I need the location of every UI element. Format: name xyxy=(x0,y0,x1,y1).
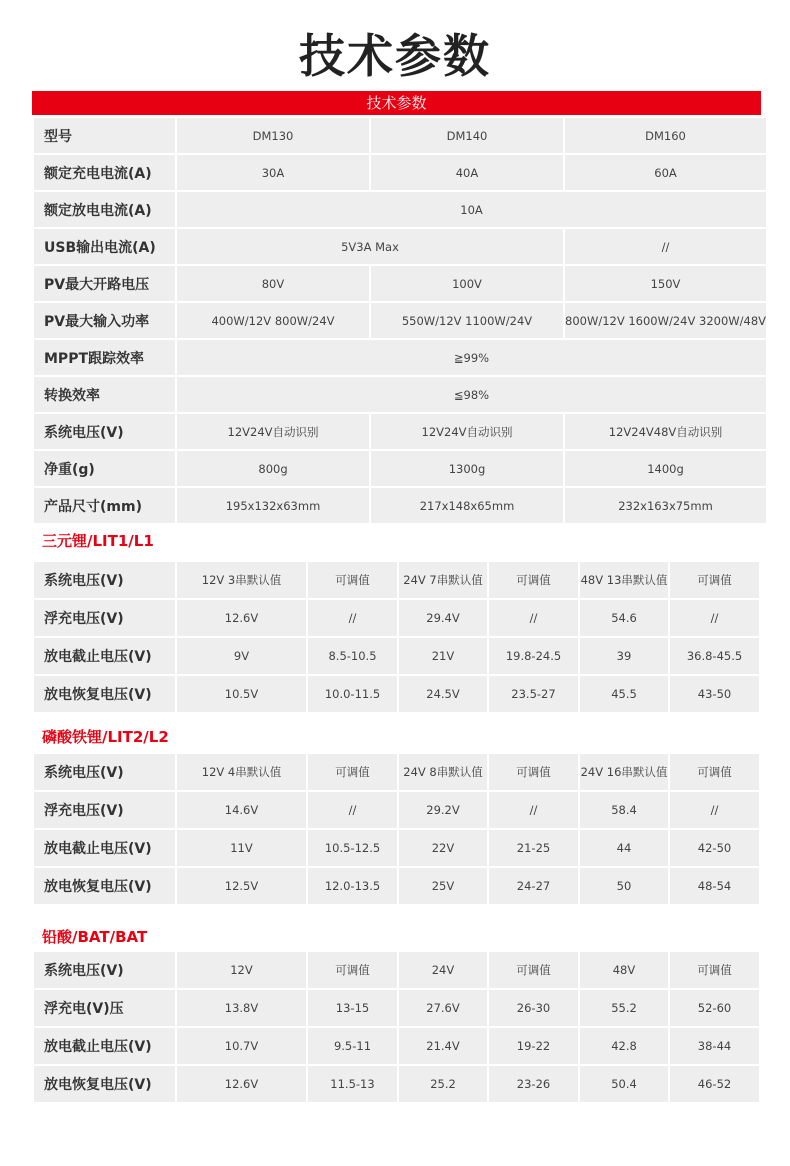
table-cell: 12V24V自动识别 xyxy=(177,414,369,449)
table-cell: 12.5V xyxy=(177,868,306,904)
table-cell: 1400g xyxy=(565,451,766,486)
table-cell: 21.4V xyxy=(399,1028,487,1064)
table-row xyxy=(34,1028,759,1064)
table-cell: ≧99% xyxy=(177,340,766,375)
table-cell: 12V xyxy=(177,952,306,988)
row-label: 浮充电(V)压 xyxy=(34,990,175,1026)
row-label: 放电截止电压(V) xyxy=(34,830,175,866)
table-row xyxy=(34,192,766,227)
table-cell: 24V 8串默认值 xyxy=(399,754,487,790)
table-cell: 27.6V xyxy=(399,990,487,1026)
row-label: USB输出电流(A) xyxy=(34,229,175,264)
table-cell: 8.5-10.5 xyxy=(308,638,397,674)
table-cell: 30A xyxy=(177,155,369,190)
table-cell: 150V xyxy=(565,266,766,301)
table-row xyxy=(34,303,766,338)
table-row xyxy=(34,229,766,264)
table-row xyxy=(34,1066,759,1102)
table-cell: 36.8-45.5 xyxy=(670,638,759,674)
table-cell: 13-15 xyxy=(308,990,397,1026)
row-label: 系统电压(V) xyxy=(34,562,175,598)
section-title-ternary-lithium: 三元锂/LIT1/L1 xyxy=(42,532,154,550)
table-cell: 24-27 xyxy=(489,868,578,904)
table-cell: 可调值 xyxy=(308,754,397,790)
table-cell: 195x132x63mm xyxy=(177,488,369,523)
table-cell: 可调值 xyxy=(308,562,397,598)
row-label: 转换效率 xyxy=(34,377,175,412)
table-cell: 10.5-12.5 xyxy=(308,830,397,866)
table-cell: 400W/12V 800W/24V xyxy=(177,303,369,338)
row-label: 放电截止电压(V) xyxy=(34,1028,175,1064)
table-row xyxy=(34,676,759,712)
table-cell: 232x163x75mm xyxy=(565,488,766,523)
row-label: 系统电压(V) xyxy=(34,414,175,449)
table-cell: 40A xyxy=(371,155,563,190)
table-cell: 14.6V xyxy=(177,792,306,828)
row-label: 额定放电电流(A) xyxy=(34,192,175,227)
table-row xyxy=(34,830,759,866)
table-cell: DM140 xyxy=(371,118,563,153)
table-cell: 217x148x65mm xyxy=(371,488,563,523)
spec-table xyxy=(32,116,768,525)
table-cell: 50.4 xyxy=(580,1066,668,1102)
row-label: 放电截止电压(V) xyxy=(34,638,175,674)
table-cell: 48-54 xyxy=(670,868,759,904)
table-row xyxy=(34,118,766,153)
table-row xyxy=(34,266,766,301)
row-label: 浮充电压(V) xyxy=(34,600,175,636)
table-row xyxy=(34,638,759,674)
table-row xyxy=(34,488,766,523)
table-cell: 60A xyxy=(565,155,766,190)
table-cell: 48V 13串默认值 xyxy=(580,562,668,598)
table-cell: 24V 16串默认值 xyxy=(580,754,668,790)
table-cell: 23.5-27 xyxy=(489,676,578,712)
table-cell: 1300g xyxy=(371,451,563,486)
table-cell: 29.2V xyxy=(399,792,487,828)
table-cell: 22V xyxy=(399,830,487,866)
table-cell: DM160 xyxy=(565,118,766,153)
table-cell: 29.4V xyxy=(399,600,487,636)
table-row xyxy=(34,377,766,412)
row-label: 放电恢复电压(V) xyxy=(34,868,175,904)
table-cell: ≦98% xyxy=(177,377,766,412)
table-cell: 19-22 xyxy=(489,1028,578,1064)
ternary-lithium-table xyxy=(32,560,761,714)
table-cell: // xyxy=(565,229,766,264)
table-cell: 10.7V xyxy=(177,1028,306,1064)
table-cell: 可调值 xyxy=(489,754,578,790)
table-cell: 26-30 xyxy=(489,990,578,1026)
table-cell: // xyxy=(308,600,397,636)
row-label: 型号 xyxy=(34,118,175,153)
table-cell: 12.6V xyxy=(177,600,306,636)
table-cell: // xyxy=(489,600,578,636)
table-cell: 9.5-11 xyxy=(308,1028,397,1064)
table-cell: 21V xyxy=(399,638,487,674)
table-cell: 24.5V xyxy=(399,676,487,712)
table-cell: 10.0-11.5 xyxy=(308,676,397,712)
table-cell: 52-60 xyxy=(670,990,759,1026)
section-title-lifepo4: 磷酸铁锂/LIT2/L2 xyxy=(42,728,169,746)
table-cell: 19.8-24.5 xyxy=(489,638,578,674)
row-label: 额定充电电流(A) xyxy=(34,155,175,190)
table-cell: 42.8 xyxy=(580,1028,668,1064)
table-cell: // xyxy=(670,792,759,828)
table-cell: 可调值 xyxy=(670,952,759,988)
row-label: 系统电压(V) xyxy=(34,952,175,988)
table-cell: 13.8V xyxy=(177,990,306,1026)
row-label: MPPT跟踪效率 xyxy=(34,340,175,375)
lead-acid-table xyxy=(32,950,761,1104)
table-cell: // xyxy=(670,600,759,636)
table-cell: DM130 xyxy=(177,118,369,153)
table-cell: 43-50 xyxy=(670,676,759,712)
table-cell: 12V 4串默认值 xyxy=(177,754,306,790)
table-row xyxy=(34,600,759,636)
table-cell: 25V xyxy=(399,868,487,904)
table-cell: 12.6V xyxy=(177,1066,306,1102)
table-cell: 可调值 xyxy=(308,952,397,988)
table-cell: 100V xyxy=(371,266,563,301)
table-row xyxy=(34,792,759,828)
table-cell: 58.4 xyxy=(580,792,668,828)
table-cell: 54.6 xyxy=(580,600,668,636)
lifepo4-table xyxy=(32,752,761,906)
table-cell: 45.5 xyxy=(580,676,668,712)
table-cell: 11V xyxy=(177,830,306,866)
table-cell: 可调值 xyxy=(489,952,578,988)
spec-banner: 技术参数 xyxy=(32,91,761,115)
table-row xyxy=(34,990,759,1026)
row-label: 净重(g) xyxy=(34,451,175,486)
table-cell: 80V xyxy=(177,266,369,301)
table-row xyxy=(34,414,766,449)
table-cell: 48V xyxy=(580,952,668,988)
table-cell: 44 xyxy=(580,830,668,866)
table-row xyxy=(34,754,759,790)
table-cell: 12V24V48V自动识别 xyxy=(565,414,766,449)
table-cell: 12V 3串默认值 xyxy=(177,562,306,598)
table-cell: 9V xyxy=(177,638,306,674)
table-row xyxy=(34,340,766,375)
table-cell: 800g xyxy=(177,451,369,486)
row-label: 系统电压(V) xyxy=(34,754,175,790)
table-cell: 39 xyxy=(580,638,668,674)
table-cell: 46-52 xyxy=(670,1066,759,1102)
table-cell: 23-26 xyxy=(489,1066,578,1102)
table-cell: 42-50 xyxy=(670,830,759,866)
table-row xyxy=(34,155,766,190)
table-cell: 21-25 xyxy=(489,830,578,866)
table-cell: 10.5V xyxy=(177,676,306,712)
table-cell: 25.2 xyxy=(399,1066,487,1102)
table-cell: 可调值 xyxy=(670,754,759,790)
table-cell: // xyxy=(489,792,578,828)
table-cell: 可调值 xyxy=(670,562,759,598)
table-cell: 12.0-13.5 xyxy=(308,868,397,904)
page-title: 技术参数 xyxy=(299,29,491,83)
table-cell: 5V3A Max xyxy=(177,229,563,264)
row-label: 产品尺寸(mm) xyxy=(34,488,175,523)
table-row xyxy=(34,868,759,904)
table-cell: 50 xyxy=(580,868,668,904)
table-cell: 550W/12V 1100W/24V xyxy=(371,303,563,338)
table-cell: 24V xyxy=(399,952,487,988)
row-label: 浮充电压(V) xyxy=(34,792,175,828)
table-cell: 10A xyxy=(177,192,766,227)
table-cell: 55.2 xyxy=(580,990,668,1026)
table-row xyxy=(34,562,759,598)
row-label: PV最大开路电压 xyxy=(34,266,175,301)
table-row xyxy=(34,451,766,486)
section-title-lead-acid: 铅酸/BAT/BAT xyxy=(42,928,148,946)
table-cell: 800W/12V 1600W/24V 3200W/48V xyxy=(565,303,766,338)
row-label: PV最大输入功率 xyxy=(34,303,175,338)
row-label: 放电恢复电压(V) xyxy=(34,676,175,712)
table-cell: 可调值 xyxy=(489,562,578,598)
table-cell: 12V24V自动识别 xyxy=(371,414,563,449)
table-cell: // xyxy=(308,792,397,828)
table-cell: 11.5-13 xyxy=(308,1066,397,1102)
table-row xyxy=(34,952,759,988)
table-cell: 38-44 xyxy=(670,1028,759,1064)
row-label: 放电恢复电压(V) xyxy=(34,1066,175,1102)
table-cell: 24V 7串默认值 xyxy=(399,562,487,598)
